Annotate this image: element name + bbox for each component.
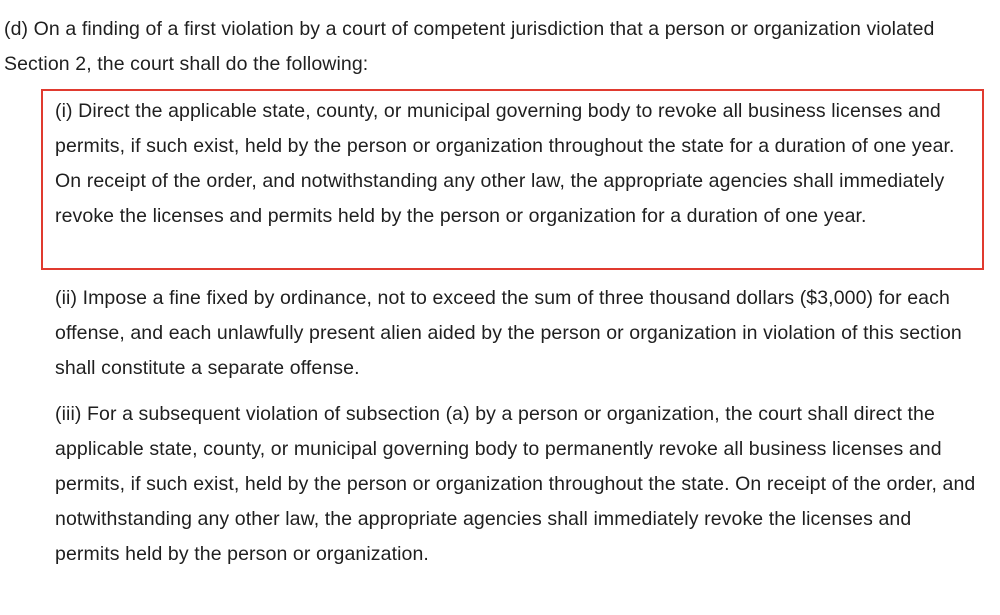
subsection-i-paragraph: (i) Direct the applicable state, county, or municipal governing body to revoke all business licenses and permits, if such exist, held by the person or organization throughout the state for a duration of one year. On receipt of the order, and notwithstanding any other law, the appropriate agencies shall immediately revoke the licenses and permits held by the person or organization for a duration of one year. bbox=[55, 100, 955, 227]
subsection-iii-paragraph: (iii) For a subsequent violation of subsection (a) by a person or organization, the court shall direct the applicable state, county, or municipal governing body to permanently revoke all business licenses and permits, if such exist, held by the person or organization throughout the state. On receipt of the order, and notwithstanding any other law, the appropriate agencies shall immediately revoke the licenses and permits held by the person or organization. bbox=[55, 403, 976, 565]
subsection-ii-paragraph: (ii) Impose a fine fixed by ordinance, not to exceed the sum of three thousand dollars ($3,000) for each offense, and each unlawfully present alien aided by the person or organization in violation of this section shall constitute a separate offense. bbox=[55, 287, 962, 379]
section-d-paragraph: (d) On a finding of a first violation by a court of competent jurisdiction that a person or organization violated Section 2, the court shall do the following: bbox=[4, 18, 935, 75]
